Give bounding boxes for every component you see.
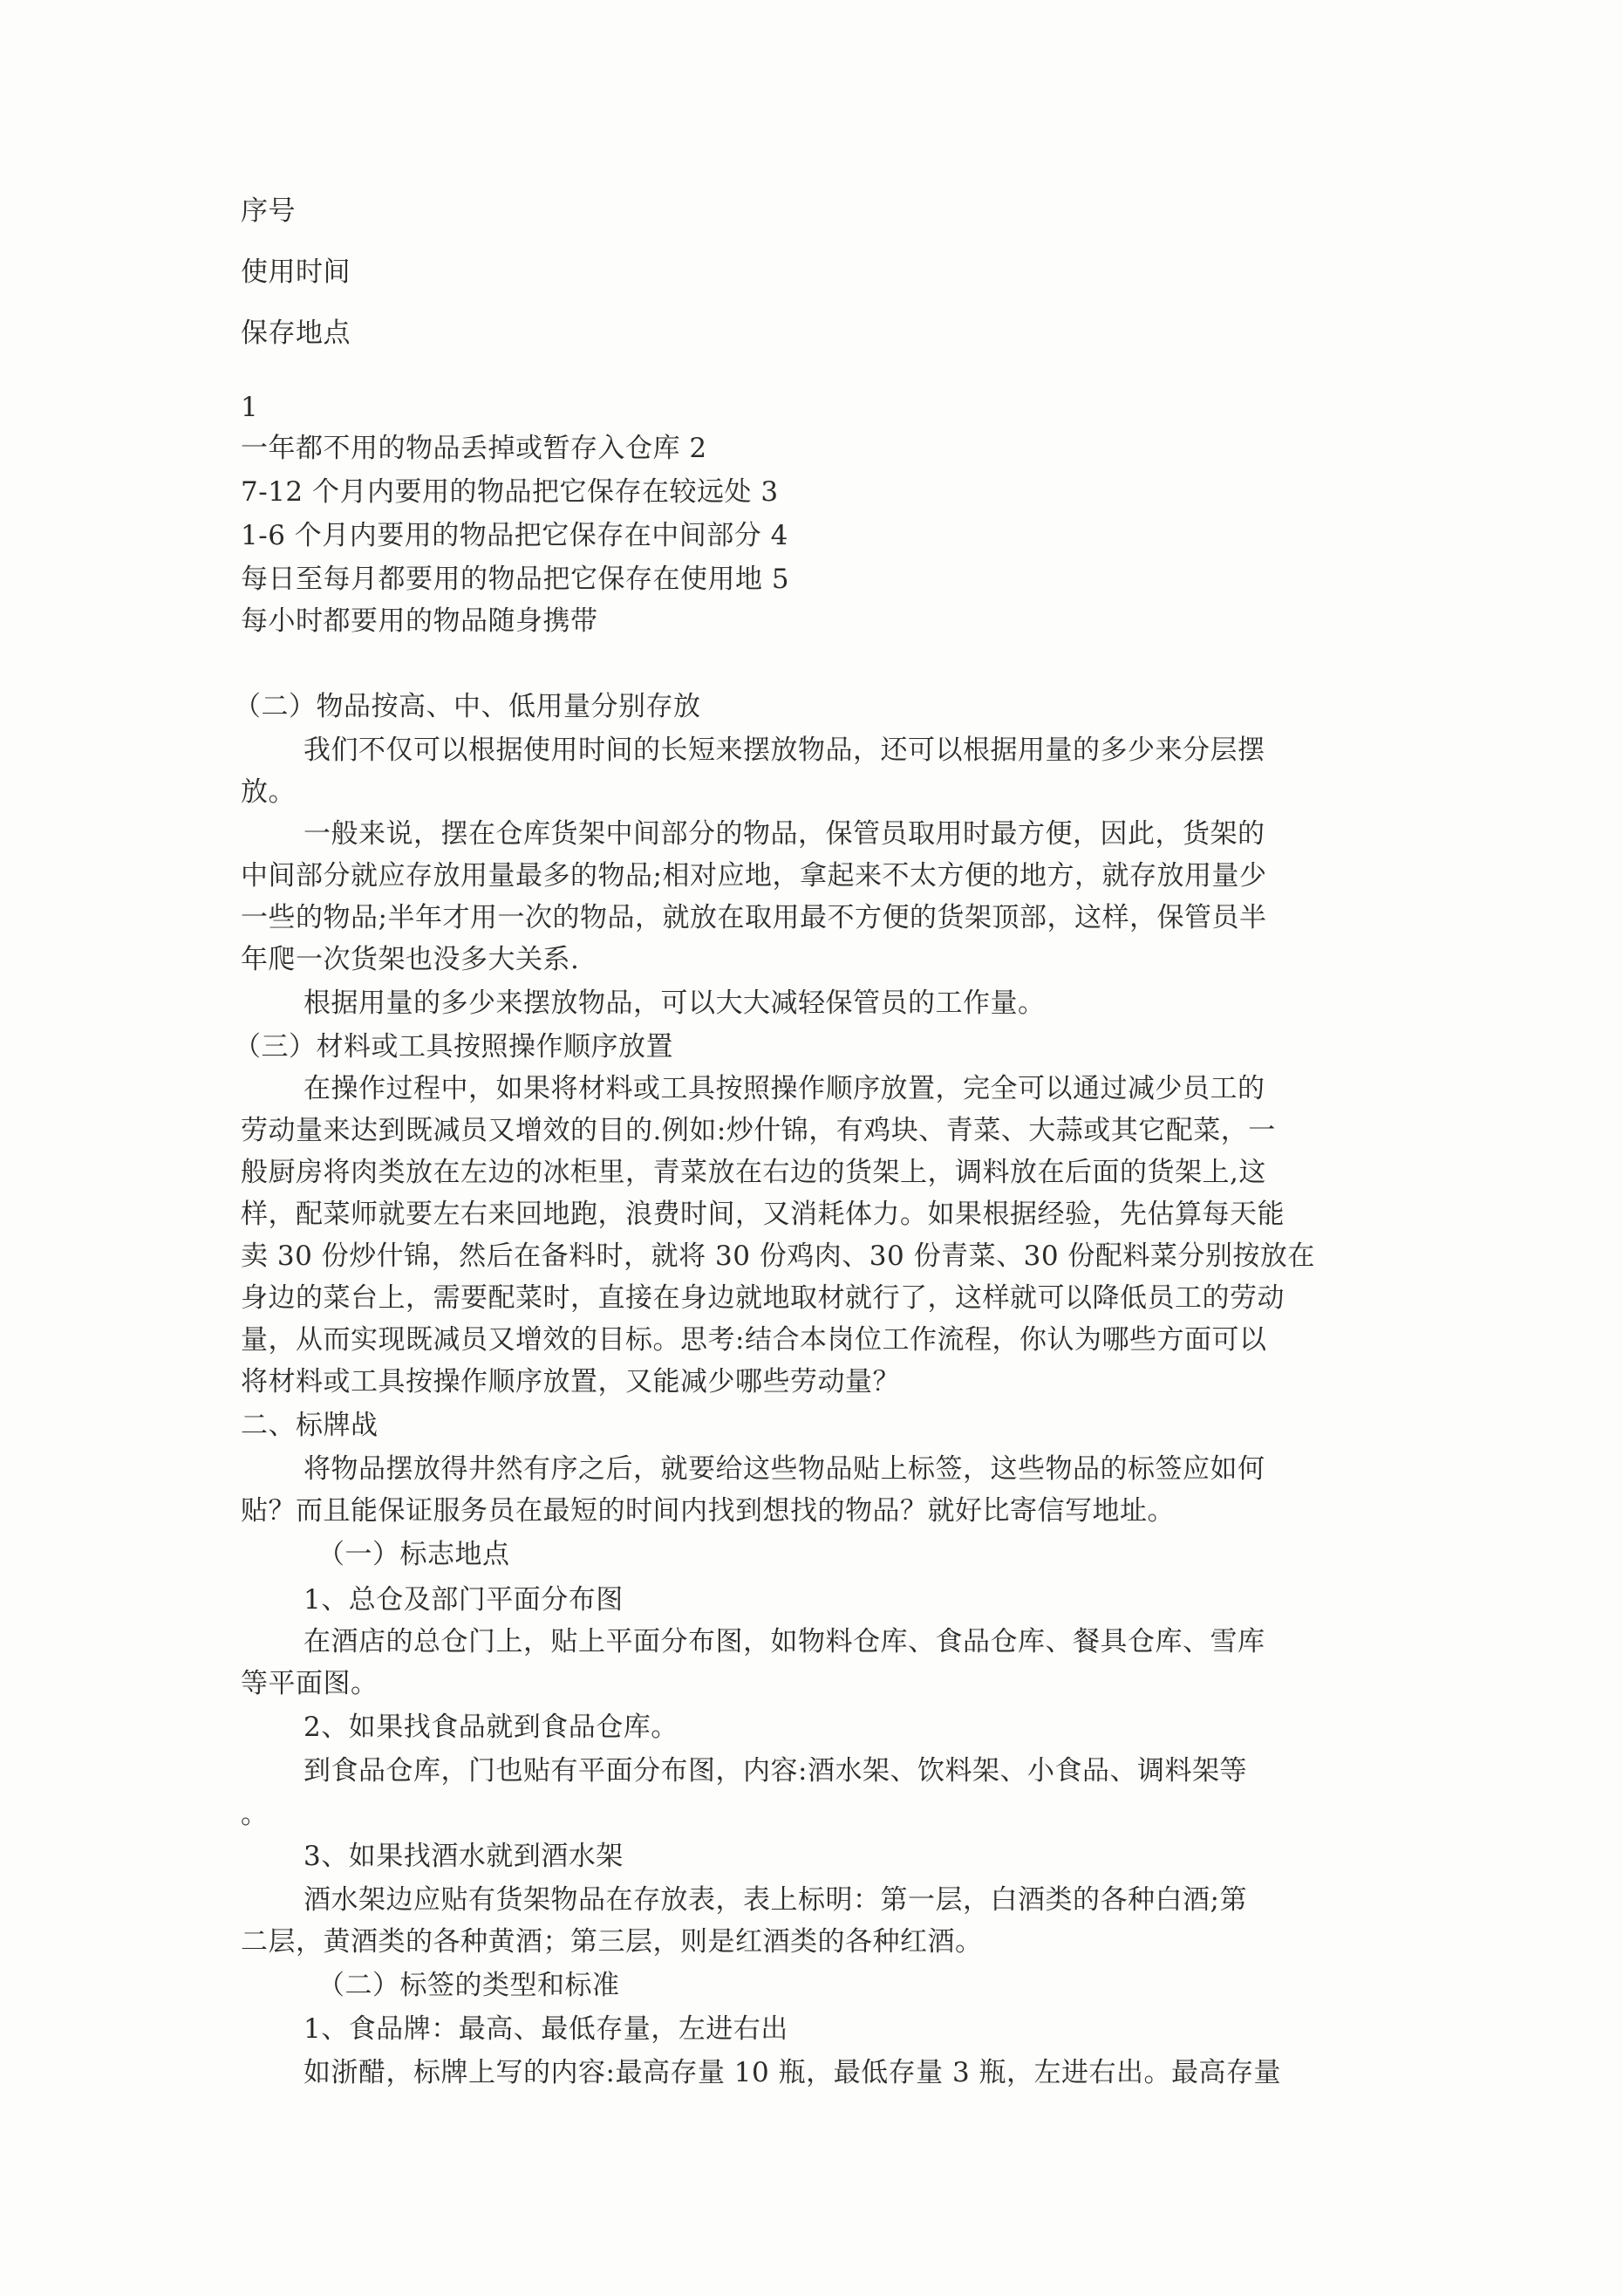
- paragraph-line: 酒水架边应贴有货架物品在存放表，表上标明：第一层，白酒类的各种白酒;第: [303, 1884, 1247, 1916]
- item-heading: 1、总仓及部门平面分布图: [303, 1584, 624, 1616]
- table-row: 1-6 个月内要用的物品把它保存在中间部分 4: [241, 520, 788, 551]
- table-row: 一年都不用的物品丢掉或暂存入仓库 2: [241, 433, 707, 464]
- table-header-place: 保存地点: [241, 318, 351, 349]
- paragraph-line: 中间部分就应存放用量最多的物品;相对应地，拿起来不太方便的地方，就存放用量少: [241, 860, 1267, 892]
- paragraph-line: 。: [241, 1799, 269, 1830]
- table-header-no: 序号: [241, 195, 296, 227]
- paragraph-line: 一些的物品;半年才用一次的物品，就放在取用最不方便的货架顶部，这样，保管员半: [241, 902, 1267, 933]
- paragraph-line: 在操作过程中，如果将材料或工具按照操作顺序放置，完全可以通过减少员工的: [303, 1073, 1265, 1104]
- item-heading: 2、如果找食品就到食品仓库。: [303, 1712, 679, 1743]
- paragraph-line: 身边的菜台上，需要配菜时，直接在身边就地取材就行了，这样就可以降低员工的劳动: [241, 1282, 1285, 1314]
- paragraph-line: 劳动量来达到既减员又增效的目的.例如:炒什锦，有鸡块、青菜、大蒜或其它配菜，一: [241, 1115, 1276, 1146]
- paragraph-line: 样，配菜师就要左右来回地跑，浪费时间，又消耗体力。如果根据经验，先估算每天能: [241, 1199, 1285, 1230]
- paragraph-line: 如浙醋，标牌上写的内容:最高存量 10 瓶，最低存量 3 瓶，左进右出。最高存量: [303, 2057, 1282, 2088]
- paragraph-line: 一般来说，摆在仓库货架中间部分的物品，保管员取用时最方便，因此，货架的: [303, 818, 1265, 850]
- table-header-time: 使用时间: [241, 256, 351, 288]
- paragraph-line: 根据用量的多少来摆放物品，可以大大减轻保管员的工作量。: [303, 987, 1046, 1019]
- item-heading: 1、食品牌：最高、最低存量，左进右出: [303, 2013, 788, 2045]
- paragraph-line: 将物品摆放得井然有序之后，就要给这些物品贴上标签，这些物品的标签应如何: [303, 1453, 1265, 1485]
- paragraph-line: 贴？而且能保证服务员在最短的时间内找到想找的物品？就好比寄信写地址。: [241, 1495, 1175, 1527]
- paragraph-line: 等平面图。: [241, 1668, 378, 1699]
- paragraph-line: 量，从而实现既减员又增效的目标。思考:结合本岗位工作流程，你认为哪些方面可以: [241, 1324, 1267, 1356]
- paragraph-line: 年爬一次货架也没多大关系.: [241, 944, 580, 975]
- table-row: 每日至每月都要用的物品把它保存在使用地 5: [241, 564, 790, 595]
- paragraph-line: 卖 30 份炒什锦，然后在备料时，就将 30 份鸡肉、30 份青菜、30 份配料菜分别按放在: [241, 1240, 1315, 1272]
- paragraph-line: 二层，黄酒类的各种黄酒；第三层，则是红酒类的各种红酒。: [241, 1926, 983, 1958]
- table-row1-no: 1: [241, 392, 259, 423]
- paragraph-line: 到食品仓库，门也贴有平面分布图，内容:酒水架、饮料架、小食品、调料架等: [303, 1755, 1247, 1787]
- paragraph-line: 般厨房将肉类放在左边的冰柜里，青菜放在右边的货架上，调料放在后面的货架上,这: [241, 1157, 1266, 1188]
- chapter-heading: 二、标牌战: [241, 1410, 378, 1441]
- paragraph-line: 将材料或工具按操作顺序放置，又能减少哪些劳动量？: [241, 1366, 900, 1397]
- item-heading: 3、如果找酒水就到酒水架: [303, 1841, 624, 1872]
- section-heading-3: （三）材料或工具按照操作顺序放置: [234, 1031, 673, 1063]
- section-heading-2: （二）物品按高、中、低用量分别存放: [234, 691, 701, 722]
- paragraph-line: 放。: [241, 776, 296, 808]
- subsection-heading-1: （一）标志地点: [317, 1539, 510, 1570]
- table-row: 7-12 个月内要用的物品把它保存在较远处 3: [241, 476, 779, 508]
- paragraph-line: 在酒店的总仓门上，贴上平面分布图，如物料仓库、食品仓库、餐具仓库、雪库: [303, 1626, 1265, 1657]
- subsection-heading-2: （二）标签的类型和标准: [317, 1970, 620, 2001]
- table-row: 每小时都要用的物品随身携带: [241, 605, 598, 637]
- paragraph-line: 我们不仅可以根据使用时间的长短来摆放物品，还可以根据用量的多少来分层摆: [303, 735, 1265, 766]
